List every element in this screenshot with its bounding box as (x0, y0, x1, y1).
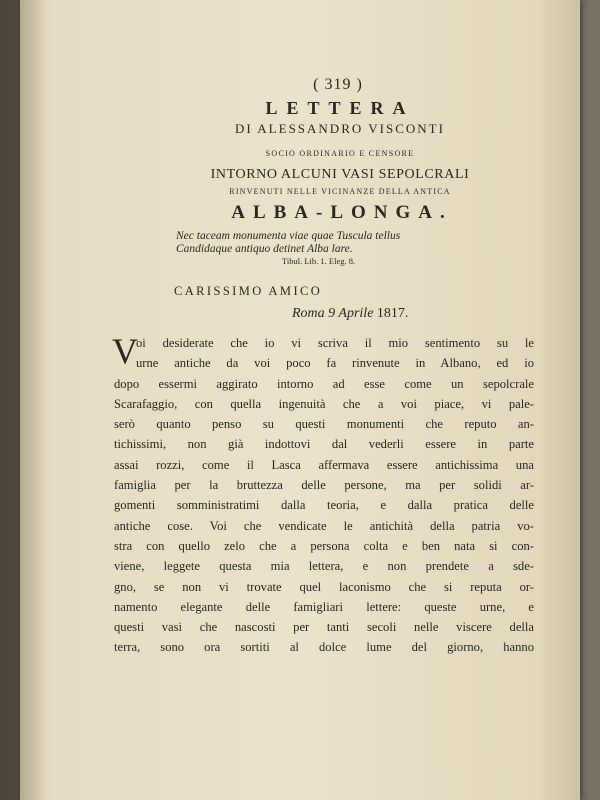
dateline-year: 1817. (376, 306, 409, 321)
letter-line: Scarafaggio, con quella ingenuità che a voi piace, vi pale- (114, 396, 534, 411)
drop-cap: V (112, 331, 138, 371)
letter-line: assai rozzi, come il Lasca affermava essere antichissima una (114, 457, 534, 472)
letter-line: gomenti somministratimi dalla teoria, e dalla pratica delle (114, 498, 534, 513)
salutation: CARISSIMO AMICO (174, 284, 323, 298)
letter-line: stra con quello zelo che a persona colta e ben nata si con- (114, 538, 534, 553)
subject-line: INTORNO ALCUNI VASI SEPOLCRALI (210, 167, 470, 182)
epigraph-line-2: Candidaque antiquo detinet Alba lare. (176, 243, 353, 255)
letter-line: gno, se non vi trovate quel laconismo che si reputa or- (114, 579, 534, 594)
document-title: LETTERA (265, 98, 415, 118)
subject-continuation: RINVENUTI NELLE VICINANZE DELLA ANTICA (229, 187, 451, 196)
letter-line: oi desiderate che io vi scriva il mio sentimento su le (136, 336, 534, 350)
page-number: ( 319 ) (313, 76, 363, 93)
epigraph-citation: Tibul. Lib. 1. Eleg. 8. (282, 256, 356, 266)
letter-line: famiglia per la bruttezza delle persone, ma per solidi ar- (114, 478, 534, 493)
letter-line: questi vasi che nascosti per tanti secoli nelle viscere della (114, 620, 534, 635)
dateline (292, 306, 408, 322)
document-page (20, 0, 580, 800)
place-name: ALBA-LONGA. (231, 202, 453, 223)
letter-line: namento elegante delle famigliari lettere: queste urne, e (114, 599, 534, 614)
letter-line: serò quanto penso su questi monumenti che reputo an- (114, 417, 534, 432)
epigraph (176, 230, 546, 256)
letter-line: terra, sono ora sortiti al dolce lume del giorno, hanno (114, 640, 534, 655)
letter-line: antiche cose. Voi che vendicate le antichità della patria vo- (114, 518, 534, 533)
author-line: DI ALESSANDRO VISCONTI (235, 121, 445, 136)
letter-body (114, 333, 534, 658)
epigraph-line-1: Nec taceam monumenta viae quae Tuscula tellus (176, 230, 401, 242)
letter-line: urne antiche da voi poco fa rinvenute in Albano, ed io (136, 356, 534, 371)
letter-line: dopo essermi aggirato intorno ad esse come un sepolcrale (114, 376, 534, 391)
author-role: SOCIO ORDINARIO E CENSORE (265, 149, 415, 158)
letter-line: viene, leggete questa mia lettera, e non prendete a sde- (114, 559, 534, 574)
letter-line: tichissimi, non già indottovi dal vederli essere in parte (114, 437, 534, 452)
dateline-place-date: Roma 9 Aprile (292, 306, 374, 321)
